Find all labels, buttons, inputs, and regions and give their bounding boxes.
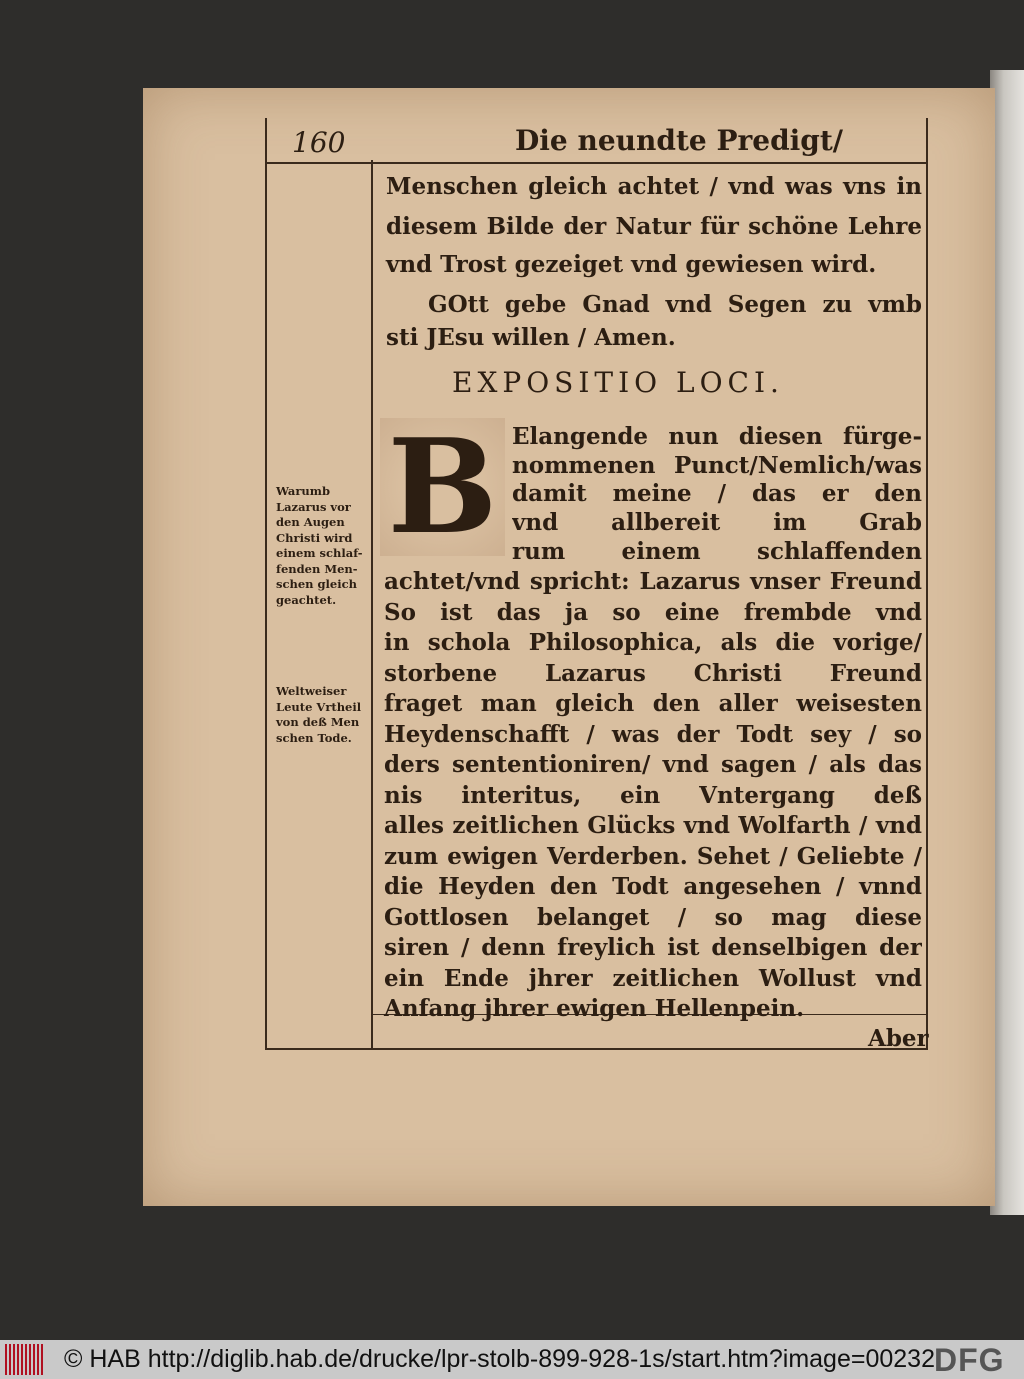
- hab-logo-icon: [5, 1344, 45, 1375]
- margin-rule: [371, 160, 373, 1050]
- text-line: sti JEsu willen / Amen.: [386, 324, 676, 351]
- text-line: ein Ende jhrer zeitlichen Wollust vnd: [384, 964, 922, 992]
- text-line: damit meine / das er den: [512, 480, 922, 507]
- text-line: Elangende nun diesen fürge-: [512, 423, 922, 450]
- text-line: siren / denn freylich ist denselbigen der: [384, 934, 922, 961]
- page-number: 160: [292, 126, 346, 159]
- dfg-logo: DFG: [934, 1342, 1005, 1378]
- header-rule: [265, 162, 928, 164]
- drop-cap: B: [380, 418, 505, 556]
- frame-bottom: [265, 1048, 928, 1050]
- text-line: storbene Lazarus Christi Freund: [384, 659, 922, 687]
- text-line: diesem Bilde der Natur für schöne Lehre: [386, 213, 922, 240]
- text-line: vnd allbereit im Grab: [512, 509, 922, 536]
- text-line: alles zeitlichen Glücks vnd Wolfarth / vnd: [384, 812, 922, 839]
- text-line: So ist das ja so eine frembde vnd: [384, 598, 922, 626]
- text-line: Menschen gleich achtet / vnd was vns in: [386, 173, 922, 200]
- marginal-note: Weltweiser Leute Vrtheil von deß Men schen Tode.: [276, 684, 362, 745]
- frame-right: [926, 118, 928, 1050]
- text-line: in schola Philosophica, als die vorige/: [384, 629, 922, 656]
- text-line: vnd Trost gezeiget vnd gewiesen wird.: [386, 251, 877, 278]
- section-heading: EXPOSITIO LOCI.: [452, 366, 784, 399]
- copyright-url[interactable]: © HAB http://diglib.hab.de/drucke/lpr-stolb-899-928-1s/start.htm?image=00232: [64, 1345, 935, 1373]
- text-line: Heydenschafft / was der Todt sey / so: [384, 720, 922, 748]
- text-line: nis interitus, ein Vntergang deß: [384, 781, 922, 809]
- catchword: Aber: [868, 1025, 929, 1052]
- text-line: Gottlosen belanget / so mag diese: [384, 903, 922, 931]
- text-line: ders sententioniren/ vnd sagen / als das: [384, 751, 922, 778]
- marginal-note: Warumb Lazarus vor den Augen Christi wird einem schlaf- fenden Men- schen gleich geachtet.: [276, 484, 363, 607]
- footer-bar: [0, 1340, 1024, 1379]
- text-line: Anfang jhrer ewigen Hellenpein.: [384, 995, 805, 1022]
- text-line: nommenen Punct/Nemlich/was: [512, 452, 922, 479]
- book-edge: [990, 70, 1024, 1215]
- text-line: die Heyden den Todt angesehen / vnnd: [384, 873, 922, 900]
- running-head: Die neundte Predigt/: [515, 124, 844, 157]
- text-line: fraget man gleich den aller weisesten: [384, 690, 922, 717]
- frame-left: [265, 118, 267, 1050]
- text-line: GOtt gebe Gnad vnd Segen zu vmb: [428, 291, 922, 318]
- text-line: achtet/vnd spricht: Lazarus vnser Freund: [384, 568, 922, 595]
- text-line: zum ewigen Verderben. Sehet / Geliebte /: [384, 842, 922, 870]
- text-line: rum einem schlaffenden: [512, 538, 922, 565]
